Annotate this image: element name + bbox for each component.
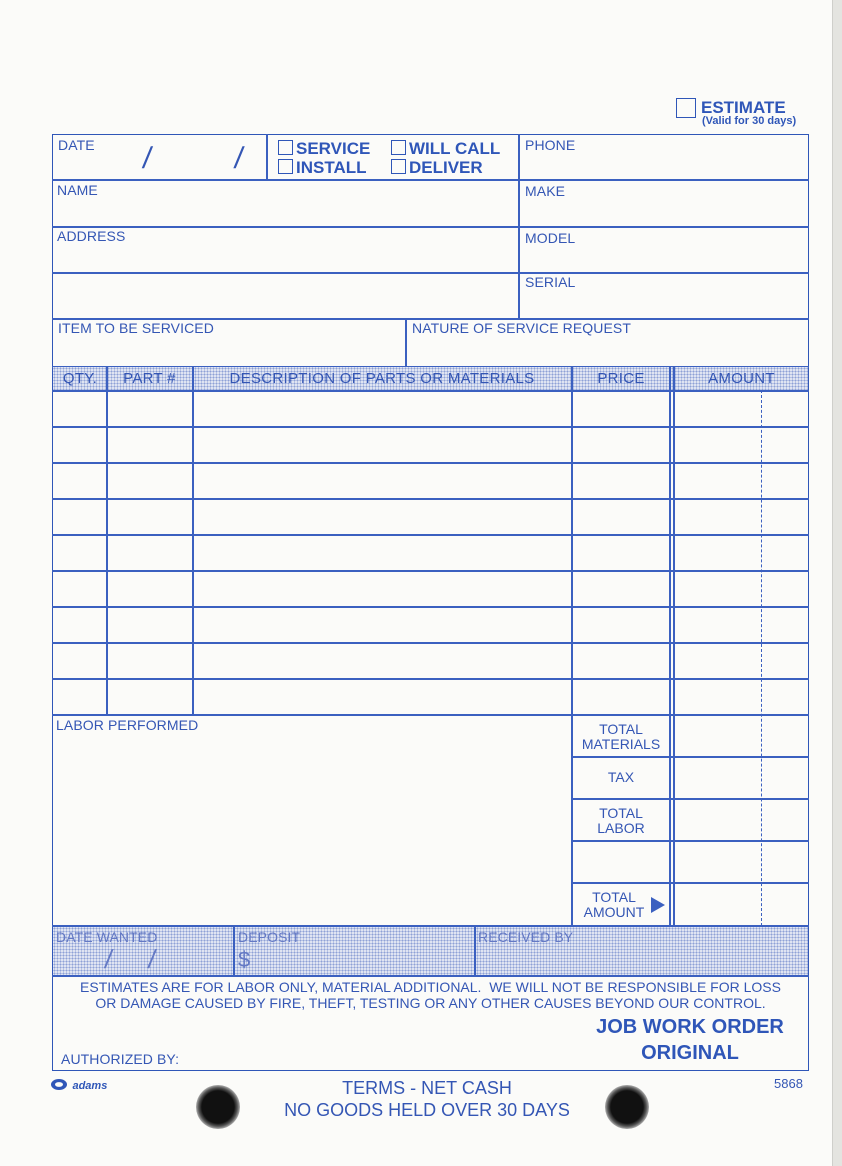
part-cell[interactable] [108,464,191,496]
estimate-note: (Valid for 30 days) [702,115,797,127]
received-by-label: RECEIVED BY [478,929,574,945]
part-cell[interactable] [108,536,191,568]
deposit-label: DEPOSIT [238,929,301,945]
model-label: MODEL [525,230,576,246]
part-cell[interactable] [108,680,191,712]
terms-line-2: NO GOODS HELD OVER 30 DAYS [284,1100,570,1120]
deposit-field[interactable] [256,946,472,973]
service-checkbox[interactable]: SERVICE [278,139,370,159]
description-cell[interactable] [194,536,570,568]
price-cell[interactable] [573,572,668,604]
col-price: PRICE [597,370,645,387]
qty-cell[interactable] [54,608,105,640]
date-wanted-label: DATE WANTED [56,929,158,945]
address-label: ADDRESS [57,228,126,244]
blank-total-field[interactable] [675,842,808,881]
amount-cell[interactable] [675,500,808,532]
phone-field[interactable] [520,155,808,179]
punch-hole-left [196,1085,240,1129]
qty-cell[interactable] [54,680,105,712]
amount-cell[interactable] [675,572,808,604]
description-cell[interactable] [194,644,570,676]
col-part: PART # [123,370,176,387]
description-cell[interactable] [194,464,570,496]
qty-cell[interactable] [54,428,105,460]
phone-label: PHONE [525,137,576,153]
brand-mark-icon [50,1078,68,1091]
description-cell[interactable] [194,608,570,640]
paper-edge [832,0,842,1166]
date-separators: / / [140,142,246,175]
date-wanted-field[interactable] [55,946,231,973]
price-cell[interactable] [573,536,668,568]
description-cell[interactable] [194,500,570,532]
price-cell[interactable] [573,392,668,424]
disclaimer-line-1: ESTIMATES ARE FOR LABOR ONLY, MATERIAL ADDITIONAL. WE WILL NOT BE RESPONSIBLE FOR LOSS [80,979,781,995]
estimate-label: ESTIMATE [701,98,786,117]
nature-label: NATURE OF SERVICE REQUEST [412,320,632,336]
col-description: DESCRIPTION OF PARTS OR MATERIALS [229,370,535,387]
amount-cell[interactable] [675,536,808,568]
disclaimer-line-2: OR DAMAGE CAUSED BY FIRE, THEFT, TESTING OR ANY OTHER CAUSES BEYOND OUR CONTROL. [95,995,766,1011]
amount-cell[interactable] [675,428,808,460]
deposit-symbol: $ [238,947,251,972]
model-field[interactable] [520,248,808,271]
price-cell[interactable] [573,464,668,496]
part-cell[interactable] [108,392,191,424]
col-qty: QTY. [62,370,98,387]
part-cell[interactable] [108,608,191,640]
qty-cell[interactable] [54,500,105,532]
total-materials-field[interactable] [675,716,808,755]
form-title: JOB WORK ORDER [596,1016,784,1038]
qty-cell[interactable] [54,392,105,424]
col-amount: AMOUNT [708,370,775,387]
deliver-checkbox[interactable]: DELIVER [391,158,483,178]
date-wanted-separators: / / [102,944,158,974]
price-cell[interactable] [573,680,668,712]
received-by-field[interactable] [476,946,807,973]
arrow-right-icon [650,896,666,919]
brand-logo: adams [50,1076,107,1094]
amount-cell[interactable] [675,608,808,640]
description-cell[interactable] [194,680,570,712]
total-amount-label: TOTAL AMOUNT [583,889,645,920]
labor-field[interactable] [54,736,570,924]
total-materials-label: TOTAL MATERIALS [581,721,661,752]
amount-cell[interactable] [675,464,808,496]
make-field[interactable] [520,200,808,225]
serial-field[interactable] [520,292,808,317]
form-copy: ORIGINAL [641,1042,739,1064]
will-call-checkbox[interactable]: WILL CALL [391,139,500,159]
part-cell[interactable] [108,500,191,532]
estimate-checkbox[interactable] [676,98,696,118]
make-label: MAKE [525,183,566,199]
labor-label: LABOR PERFORMED [56,717,199,733]
qty-cell[interactable] [54,464,105,496]
description-cell[interactable] [194,572,570,604]
amount-cell[interactable] [675,680,808,712]
qty-cell[interactable] [54,572,105,604]
address-field[interactable] [54,246,516,317]
part-cell[interactable] [108,572,191,604]
punch-hole-right [605,1085,649,1129]
description-cell[interactable] [194,428,570,460]
qty-cell[interactable] [54,536,105,568]
tax-label: TAX [607,769,635,785]
date-label: DATE [58,137,95,153]
amount-cell[interactable] [675,644,808,676]
name-field[interactable] [54,200,516,225]
terms-line-1: TERMS - NET CASH [342,1078,512,1098]
price-cell[interactable] [573,608,668,640]
price-cell[interactable] [573,428,668,460]
price-cell[interactable] [573,500,668,532]
part-cell[interactable] [108,428,191,460]
tax-field[interactable] [675,758,808,797]
description-cell[interactable] [194,392,570,424]
amount-cell[interactable] [675,392,808,424]
total-labor-field[interactable] [675,800,808,839]
authorized-label: AUTHORIZED BY: [61,1051,180,1067]
name-label: NAME [57,182,98,198]
part-cell[interactable] [108,644,191,676]
item-field[interactable] [54,338,404,365]
install-checkbox[interactable]: INSTALL [278,158,367,178]
price-cell[interactable] [573,644,668,676]
nature-field[interactable] [407,338,808,365]
item-label: ITEM TO BE SERVICED [58,320,214,336]
authorized-field[interactable] [185,1048,565,1068]
serial-label: SERIAL [525,274,576,290]
qty-cell[interactable] [54,644,105,676]
total-labor-label: TOTAL LABOR [597,805,645,836]
total-amount-field[interactable] [675,884,808,925]
form-number: 5868 [774,1076,803,1091]
